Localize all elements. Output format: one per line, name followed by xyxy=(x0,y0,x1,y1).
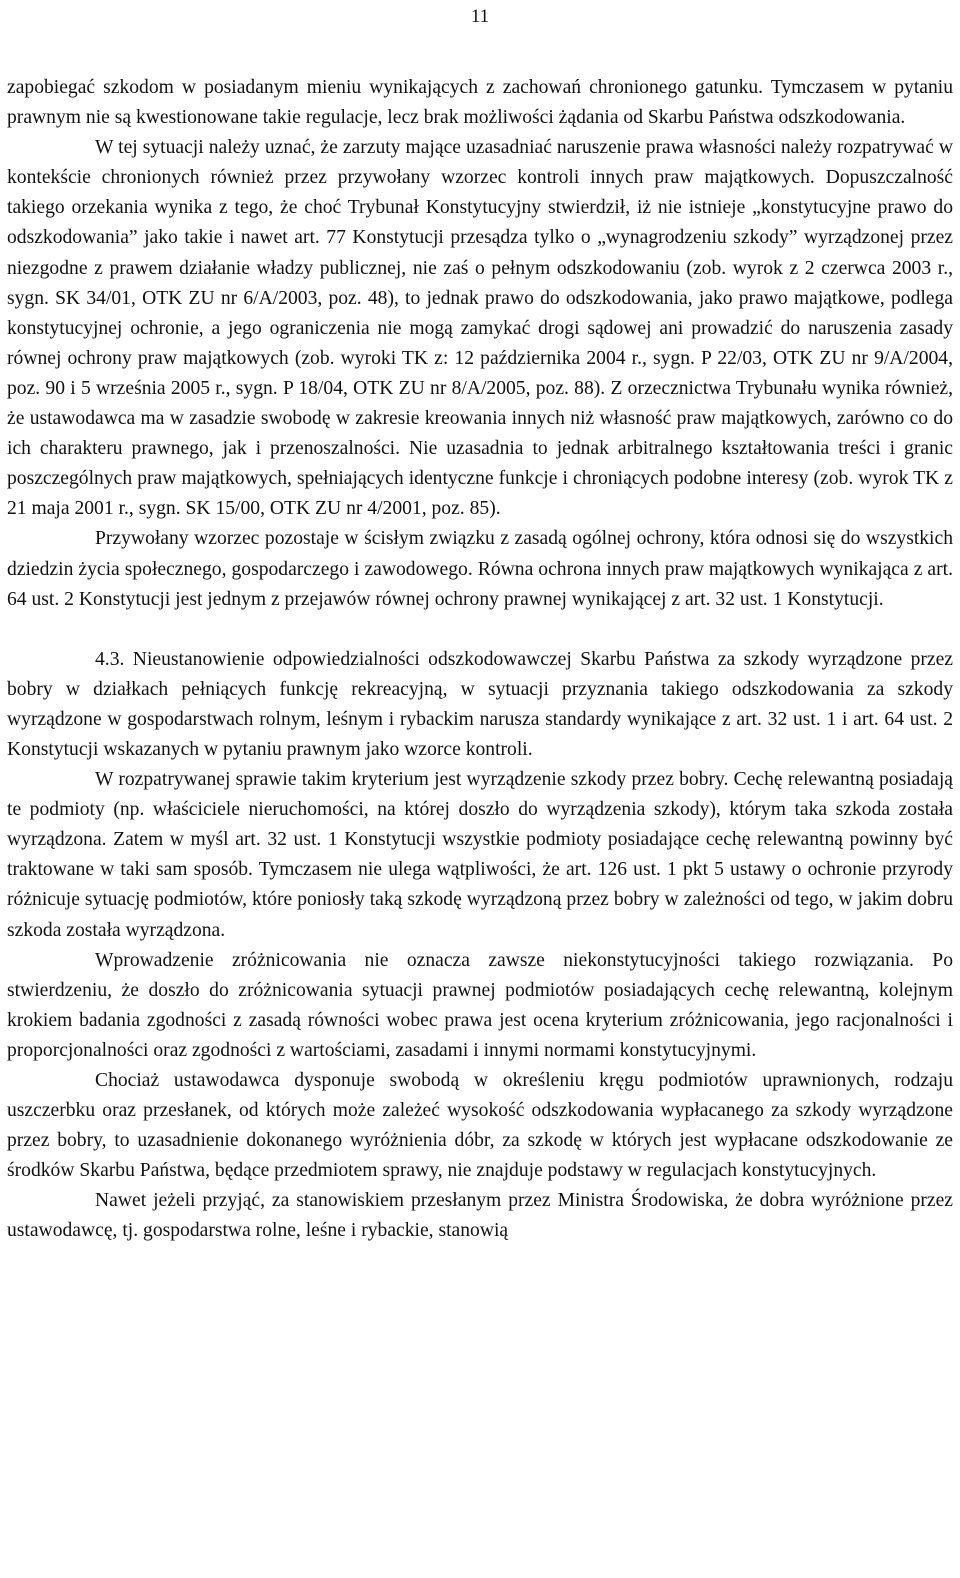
document-body xyxy=(7,73,953,1247)
paragraph: Wprowadzenie zróżnicowania nie oznacza zawsze niekonstytucyjności takiego rozwiązania. Po stwierdzeniu, że doszło do zróżnicowania sytuacji prawnej podmiotów posiadających cechę relewantną, kolejnym krokiem badania zgodności z zasadą równości wobec prawa jest ocena kryterium zróżnicowania, jego racjonalności i proporcjonalności oraz zgodności z wartościami, zasadami i innymi normami konstytucyjnymi. xyxy=(7,949,953,1061)
section-paragraph: 4.3. Nieustanowienie odpowiedzialności odszkodowawczej Skarbu Państwa za szkody wyrządzone przez bobry w działkach pełniących funkcję rekreacyjną, w sytuacji przyznania takiego odszkodowania za szkody wyrządzone w gospodarstwach rolnym, leśnym i rybackim narusza standardy wynikające z art. 32 ust. 1 i art. 64 ust. 2 Konstytucji wskazanych w pytaniu prawnym jako wzorce kontroli. xyxy=(7,648,953,760)
paragraph: Przywołany wzorzec pozostaje w ścisłym związku z zasadą ogólnej ochrony, która odnosi się do wszystkich dziedzin życia społecznego, gospodarczego i zawodowego. Równa ochrona innych praw majątkowych wynikająca z art. 64 ust. 2 Konstytucji jest jednym z przejawów równej ochrony prawnej wynikającej z art. 32 ust. 1 Konstytucji. xyxy=(7,528,953,610)
paragraph: Chociaż ustawodawca dysponuje swobodą w określeniu kręgu podmiotów uprawnionych, rodzaju uszczerbku oraz przesłanek, od których może zależeć wysokość odszkodowania wypłacanego za szkody wyrządzone przez bobry, to uzasadnienie dokonanego wyróżnienia dóbr, za szkodę w których jest wypłacane odszkodowanie ze środków Skarbu Państwa, będące przedmiotem sprawy, nie znajduje podstawy w regulacjach konstytucyjnych. xyxy=(7,1070,953,1182)
paragraph: W rozpatrywanej sprawie takim kryterium jest wyrządzenie szkody przez bobry. Cechę relewantną posiadają te podmioty (np. właściciele nieruchomości, na której doszło do wyrządzenia szkody), którym taka szkoda została wyrządzona. Zatem w myśl art. 32 ust. 1 Konstytucji wszystkie podmioty posiadające cechę relewantną powinny być traktowane w taki sam sposób. Tymczasem nie ulega wątpliwości, że art. 126 ust. 1 pkt 5 ustawy o ochronie przyrody różnicuje sytuację podmiotów, które poniosły taką szkodę wyrządzoną przez bobry w zależności od tego, w jakim dobru szkoda została wyrządzona. xyxy=(7,769,953,941)
paragraph: W tej sytuacji należy uznać, że zarzuty mające uzasadniać naruszenie prawa własności należy rozpatrywać w kontekście chronionych również przez przywołany wzorzec kontroli innych praw majątkowych. Dopuszczalność takiego orzekania wynika z tego, że choć Trybunał Konstytucyjny stwierdził, iż nie istnieje „konstytucyjne prawo do odszkodowania” jako takie i nawet art. 77 Konstytucji przesądza tylko o „wynagrodzeniu szkody” wyrządzonej przez niezgodne z prawem działanie władzy publicznej, nie zaś o pełnym odszkodowaniu (zob. wyrok z 2 czerwca 2003 r., sygn. SK 34/01, OTK ZU nr 6/A/2003, poz. 48), to jednak prawo do odszkodowania, jako prawo majątkowe, podlega konstytucyjnej ochronie, a jego ograniczenia nie mogą zamykać drogi sądowej ani prowadzić do naruszenia zasady równej ochrony praw majątkowych (zob. wyroki TK z: 12 października 2004 r., sygn. P 22/03, OTK ZU nr 9/A/2004, poz. 90 i 5 września 2005 r., sygn. P 18/04, OTK ZU nr 8/A/2005, poz. 88). Z orzecznictwa Trybunału wynika również, że ustawodawca ma w zasadzie swobodę w zakresie kreowania innych niż własność praw majątkowych, zarówno co do ich charakteru prawnego, jak i przenoszalności. Nie uzasadnia to jednak arbitralnego kształtowania treści i granic poszczególnych praw majątkowych, spełniających identyczne funkcje i chroniących podobne interesy (zob. wyrok TK z 21 maja 2001 r., sygn. SK 15/00, OTK ZU nr 4/2001, poz. 85). xyxy=(7,137,953,520)
paragraph: Nawet jeżeli przyjąć, za stanowiskiem przesłanym przez Ministra Środowiska, że dobra wyróżnione przez ustawodawcę, tj. gospodarstwa rolne, leśne i rybackie, stanowią xyxy=(7,1190,953,1242)
page-number: 11 xyxy=(470,6,490,27)
paragraph: zapobiegać szkodom w posiadanym mieniu wynikających z zachowań chronionego gatunku. Tymczasem w pytaniu prawnym nie są kwestionowane takie regulacje, lecz brak możliwości żądania od Skarbu Państwa odszkodowania. xyxy=(7,77,953,129)
